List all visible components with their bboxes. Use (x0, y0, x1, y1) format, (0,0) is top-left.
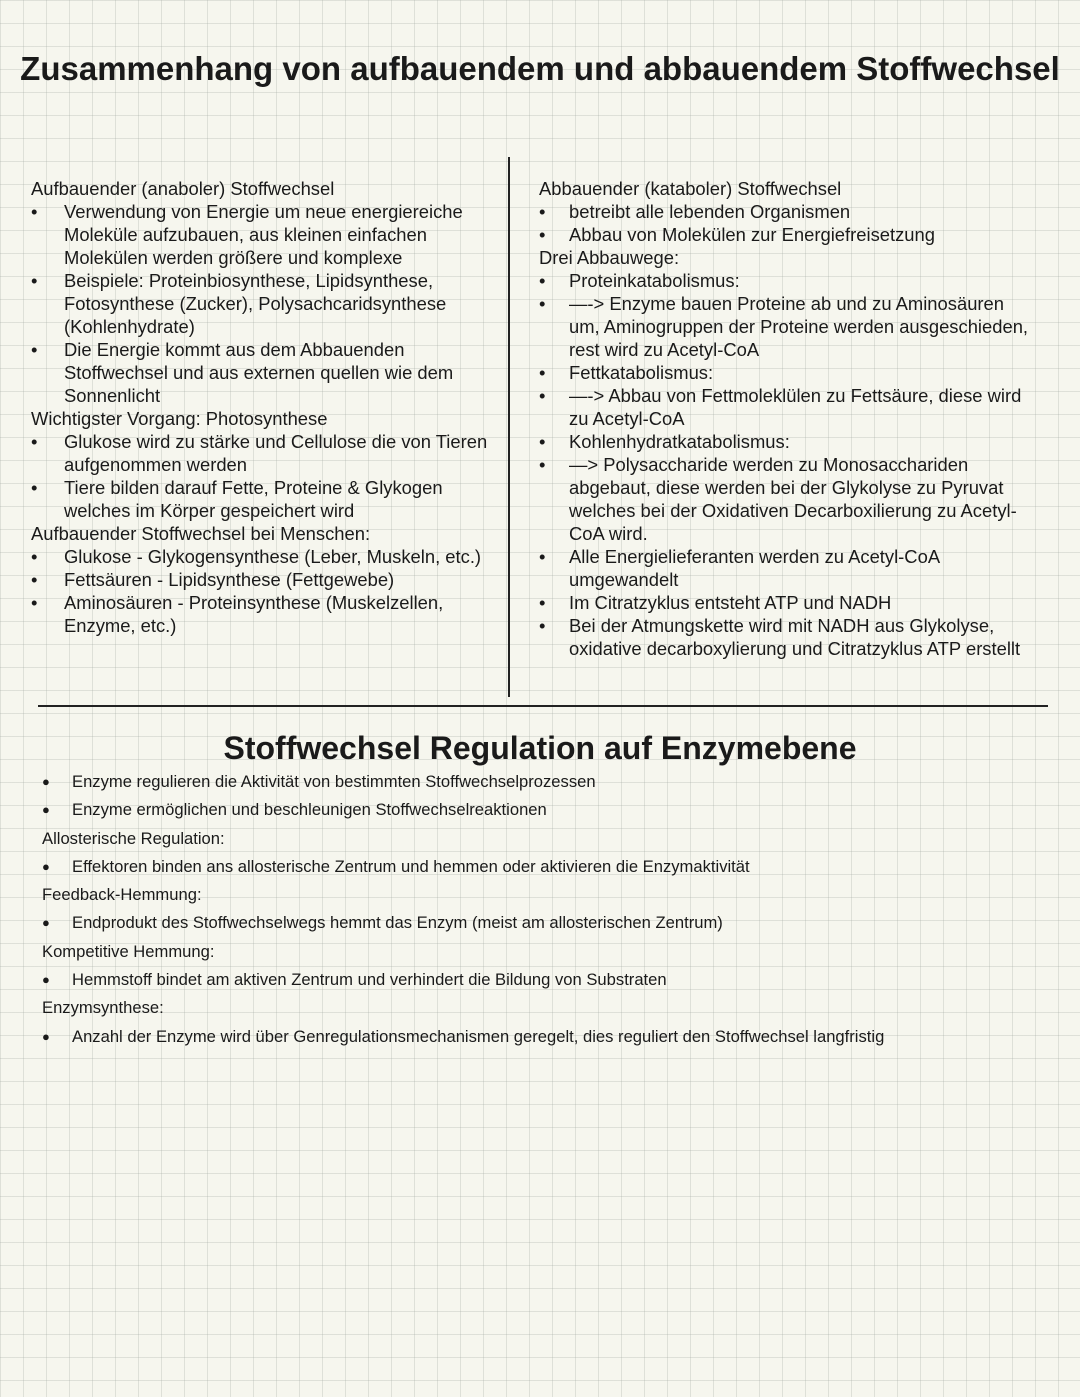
anabolism-bullets (31, 200, 503, 407)
list-item: • Glukose - Glykogensynthese (Leber, Muskeln, etc.) (31, 545, 503, 568)
list-item: • Fettkatabolismus: (539, 361, 1039, 384)
human-anabolism-bullets (31, 545, 503, 637)
section-divider (38, 705, 1048, 707)
list-item: ● Enzyme regulieren die Aktivität von bestimmten Stoffwechselprozessen (42, 768, 1042, 796)
list-item: • Abbau von Molekülen zur Energiefreisetzung (539, 223, 1039, 246)
list-item: • Beispiele: Proteinbiosynthese, Lipidsynthese, Fotosynthese (Zucker), Polysachcaridsynthese (Kohlenhydrate) (31, 269, 503, 338)
list-item: ● Endprodukt des Stoffwechselwegs hemmt das Enzym (meist am allosterischen Zentrum) (42, 909, 1042, 937)
list-item: • Im Citratzyklus entsteht ATP und NADH (539, 591, 1039, 614)
list-item: • Die Energie kommt aus dem Abbauenden Stoffwechsel und aus externen quellen wie dem Sonnenlicht (31, 338, 503, 407)
list-item: ● Enzyme ermöglichen und beschleunigen Stoffwechselreaktionen (42, 796, 1042, 824)
column-divider (508, 157, 510, 697)
anabolism-heading: Aufbauender (anaboler) Stoffwechsel (31, 178, 335, 199)
pathways-heading: Drei Abbauwege: (539, 247, 680, 268)
list-item: ● Effektoren binden ans allosterische Zentrum und hemmen oder aktivieren die Enzymaktivität (42, 853, 1042, 881)
catabolism-column (539, 177, 1039, 660)
list-item: • betreibt alle lebenden Organismen (539, 200, 1039, 223)
list-item: • Verwendung von Energie um neue energiereiche Moleküle aufzubauen, aus kleinen einfachen Molekülen werden größere und komplexe (31, 200, 503, 269)
list-item: • Glukose wird zu stärke und Cellulose die von Tieren aufgenommen werden (31, 430, 503, 476)
allosteric-label: Allosterische Regulation: (42, 828, 225, 848)
list-item: • —-> Abbau von Fettmoleklülen zu Fettsäure, diese wird zu Acetyl-CoA (539, 384, 1039, 430)
section-title: Stoffwechsel Regulation auf Enzymebene (223, 730, 857, 766)
catabolism-bullets (539, 200, 1039, 246)
feedback-label: Feedback-Hemmung: (42, 885, 202, 905)
list-item: ● Hemmstoff bindet am aktiven Zentrum und verhindert die Bildung von Substraten (42, 966, 1042, 994)
pathways-bullets (539, 269, 1039, 660)
list-item: • —> Polysaccharide werden zu Monosacchariden abgebaut, diese werden bei der Glykolyse zu Pyruvat welches bei der Oxidativen Decarboxilierung zu Acetyl-CoA wird. (539, 453, 1039, 545)
page-title: Zusammenhang von aufbauendem und abbauendem Stoffwechsel (20, 50, 1060, 87)
list-item: • Kohlenhydratkatabolismus: (539, 430, 1039, 453)
list-item: • Tiere bilden darauf Fette, Proteine & Glykogen welches im Körper gespeichert wird (31, 476, 503, 522)
synthesis-label: Enzymsynthese: (42, 998, 164, 1018)
list-item: • —-> Enzyme bauen Proteine ab und zu Aminosäuren um, Aminogruppen der Proteine werden ausgeschieden, rest wird zu Acetyl-CoA (539, 292, 1039, 361)
photosynthesis-heading: Wichtigster Vorgang: Photosynthese (31, 408, 328, 429)
enzyme-regulation-section (42, 768, 1042, 1051)
photosynthesis-bullets (31, 430, 503, 522)
anabolism-column (31, 177, 503, 637)
list-item: ● Anzahl der Enzyme wird über Genregulationsmechanismen geregelt, dies reguliert den Stoffwechsel langfristig (42, 1023, 1042, 1051)
catabolism-heading: Abbauender (kataboler) Stoffwechsel (539, 178, 842, 199)
human-anabolism-heading: Aufbauender Stoffwechsel bei Menschen: (31, 523, 371, 544)
competitive-label: Kompetitive Hemmung: (42, 941, 215, 961)
list-item: • Bei der Atmungskette wird mit NADH aus Glykolyse, oxidative decarboxylierung und Citratzyklus ATP erstellt (539, 614, 1039, 660)
list-item: • Fettsäuren - Lipidsynthese (Fettgewebe) (31, 568, 503, 591)
list-item: • Alle Energielieferanten werden zu Acetyl-CoA umgewandelt (539, 545, 1039, 591)
list-item: • Proteinkatabolismus: (539, 269, 1039, 292)
list-item: • Aminosäuren - Proteinsynthese (Muskelzellen, Enzyme, etc.) (31, 591, 503, 637)
